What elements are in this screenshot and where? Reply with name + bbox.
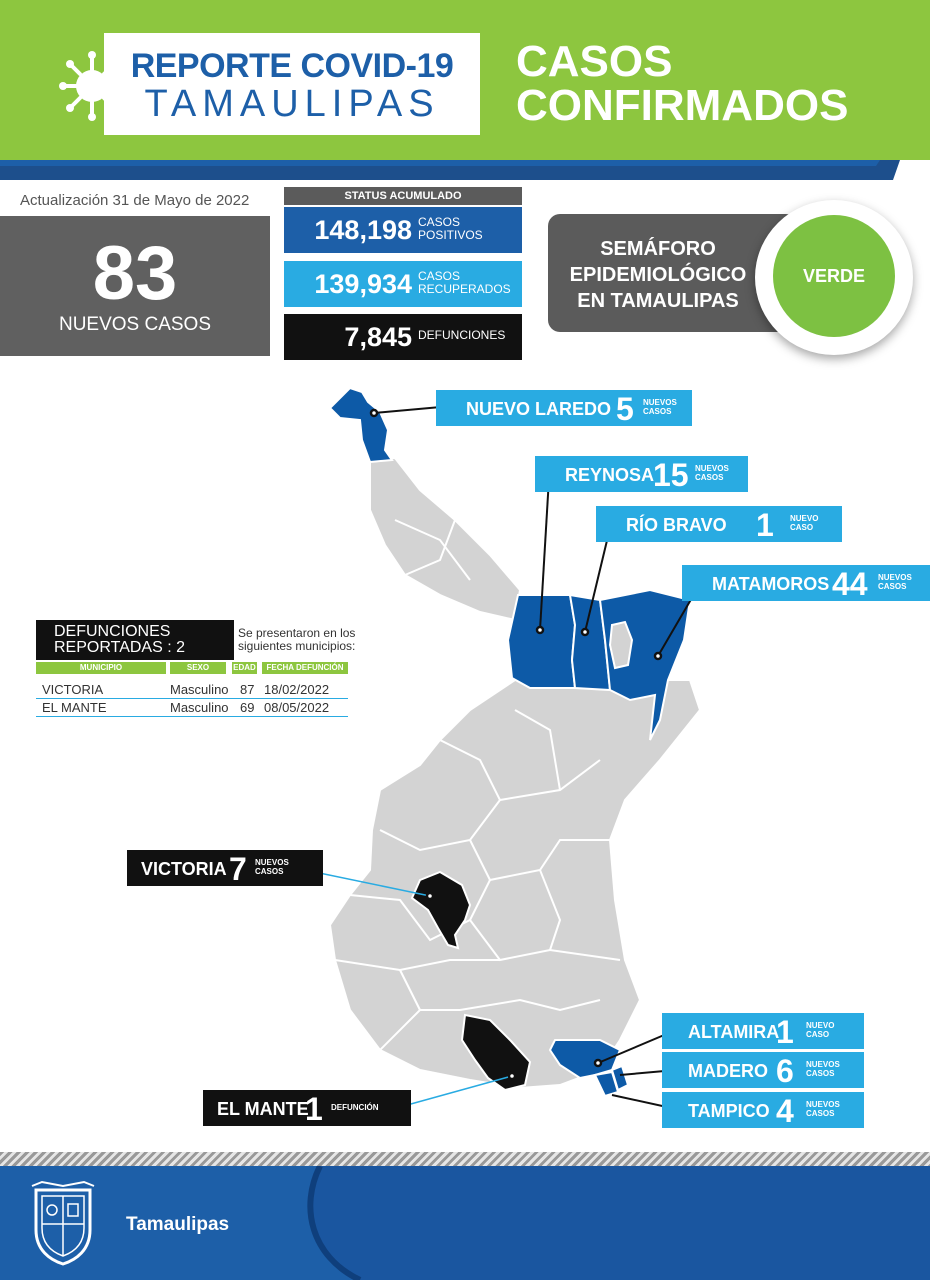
sub-line2: CASOS bbox=[695, 473, 724, 482]
sub-line2: CASOS bbox=[878, 582, 907, 591]
stat-value: 7,845 bbox=[344, 322, 412, 352]
municipality-name: RÍO BRAVO bbox=[626, 515, 727, 535]
stat-label-line1: CASOS bbox=[418, 269, 461, 283]
stat-defunciones bbox=[284, 314, 522, 360]
cell-sexo: Masculino bbox=[170, 682, 229, 697]
report-title-box bbox=[104, 33, 480, 135]
new-cases-label: NUEVOS CASOS bbox=[58, 314, 212, 335]
cell-fecha: 08/05/2022 bbox=[264, 700, 330, 715]
report-title: REPORTE COVID-19 bbox=[130, 47, 454, 85]
label-matamoros bbox=[682, 565, 930, 601]
map-lagoon bbox=[610, 622, 632, 668]
sub-line2: CASO bbox=[790, 523, 814, 532]
col-header-sexo: SEXO bbox=[170, 662, 226, 674]
update-date: Actualización 31 de Mayo de 2022 bbox=[20, 192, 250, 209]
col-header-edad: EDAD bbox=[233, 663, 256, 672]
status-title: STATUS ACUMULADO bbox=[284, 187, 522, 205]
cell-fecha: 18/02/2022 bbox=[264, 682, 330, 697]
stat-label-line1: CASOS bbox=[418, 215, 461, 229]
semaforo-status: VERDE bbox=[773, 215, 895, 337]
municipality-count: 4 bbox=[776, 1093, 794, 1129]
footer-stripe bbox=[0, 1152, 930, 1166]
sub-line1: NUEVOS bbox=[255, 858, 289, 867]
footer-brand: Tamaulipas bbox=[126, 1214, 230, 1235]
municipality-name: NUEVO LAREDO bbox=[466, 399, 612, 419]
label-madero bbox=[662, 1052, 864, 1088]
sub-line1: NUEVOS bbox=[806, 1060, 840, 1069]
report-subtitle: TAMAULIPAS bbox=[144, 83, 440, 125]
municipality-name: EL MANTE bbox=[217, 1099, 309, 1119]
cell-edad: 87 bbox=[240, 682, 255, 697]
sub-line2: CASOS bbox=[643, 407, 672, 416]
cell-edad: 69 bbox=[240, 700, 255, 715]
label-nuevo-laredo bbox=[436, 390, 692, 426]
cell-municipio: EL MANTE bbox=[42, 700, 107, 715]
municipality-sub bbox=[806, 1060, 840, 1078]
municipality-name: MADERO bbox=[688, 1061, 768, 1081]
municipality-sub bbox=[695, 464, 729, 482]
map-nuevo-laredo bbox=[330, 388, 392, 462]
map-base bbox=[330, 458, 700, 1088]
stat-value: 139,934 bbox=[314, 269, 412, 299]
municipality-count: 1 bbox=[776, 1014, 794, 1050]
municipality-sub bbox=[331, 1103, 379, 1112]
sub-line2: CASO bbox=[806, 1030, 830, 1039]
sub-line1: NUEVOS bbox=[643, 398, 677, 407]
sub-line1: DEFUNCIÓN bbox=[331, 1103, 379, 1112]
header-stripe bbox=[0, 160, 930, 180]
stat-label bbox=[418, 270, 518, 296]
sub-line2: CASOS bbox=[255, 867, 284, 876]
semaforo-line3: EN TAMAULIPAS bbox=[577, 290, 739, 312]
municipality-sub bbox=[255, 858, 289, 876]
headline-line2: CONFIRMADOS bbox=[516, 81, 849, 130]
headline-line1: CASOS bbox=[516, 37, 673, 86]
municipality-sub bbox=[806, 1021, 834, 1039]
col-header-municipio: MUNICIPIO bbox=[36, 662, 166, 674]
stat-label-line2: RECUPERADOS bbox=[418, 282, 511, 296]
headline bbox=[516, 37, 916, 130]
sub-line1: NUEVOS bbox=[695, 464, 729, 473]
semaforo-line2: EPIDEMIOLÓGICO bbox=[569, 264, 747, 286]
stat-label bbox=[418, 329, 518, 342]
semaforo-line1: SEMÁFORO bbox=[600, 238, 716, 260]
coat-of-arms-icon bbox=[28, 1180, 98, 1266]
municipality-count: 6 bbox=[776, 1053, 794, 1089]
municipality-count: 5 bbox=[616, 391, 634, 427]
municipality-sub bbox=[790, 514, 818, 532]
stat-positivos bbox=[284, 207, 522, 253]
sub-line1: NUEVO bbox=[790, 514, 819, 523]
semaforo-text bbox=[548, 236, 768, 314]
municipality-name: ALTAMIRA bbox=[688, 1022, 780, 1042]
sub-line2: CASOS bbox=[806, 1109, 835, 1118]
col-header-fecha: FECHA DEFUNCIÓN bbox=[262, 662, 348, 674]
cell-sexo: Masculino bbox=[170, 700, 229, 715]
semaforo-light bbox=[755, 200, 913, 355]
footer bbox=[0, 1166, 930, 1280]
new-cases-panel bbox=[0, 216, 270, 356]
label-reynosa bbox=[535, 456, 748, 492]
municipality-count: 1 bbox=[305, 1091, 323, 1127]
header-banner bbox=[0, 0, 930, 160]
sub-line1: NUEVOS bbox=[806, 1100, 840, 1109]
municipality-name: REYNOSA bbox=[565, 465, 655, 485]
sub-line1: NUEVO bbox=[806, 1021, 835, 1030]
row-divider bbox=[36, 716, 348, 717]
municipality-count: 15 bbox=[653, 457, 689, 493]
municipality-count: 44 bbox=[832, 566, 868, 602]
municipality-sub bbox=[806, 1100, 840, 1118]
label-tampico bbox=[662, 1092, 864, 1128]
municipality-count: 1 bbox=[756, 507, 774, 543]
sub-line1: NUEVOS bbox=[878, 573, 912, 582]
municipality-sub bbox=[643, 398, 677, 416]
row-divider bbox=[36, 698, 348, 699]
municipality-name: VICTORIA bbox=[141, 859, 227, 879]
label-altamira bbox=[662, 1013, 864, 1049]
label-el-mante bbox=[203, 1090, 411, 1126]
deaths-title-line1: DEFUNCIONES bbox=[54, 623, 171, 640]
stat-recuperados bbox=[284, 261, 522, 307]
deaths-title-line2: REPORTADAS : 2 bbox=[54, 639, 185, 656]
municipality-count: 7 bbox=[229, 851, 247, 887]
label-victoria bbox=[127, 850, 323, 886]
sub-line2: CASOS bbox=[806, 1069, 835, 1078]
stat-label-line2: POSITIVOS bbox=[418, 228, 483, 242]
stat-value: 148,198 bbox=[314, 215, 412, 245]
municipality-name: TAMPICO bbox=[688, 1101, 770, 1121]
cell-municipio: VICTORIA bbox=[42, 682, 104, 697]
label-rio-bravo bbox=[596, 506, 842, 542]
new-cases-number: 83 bbox=[92, 231, 178, 316]
municipality-sub bbox=[878, 573, 912, 591]
deaths-note: Se presentaron en los siguientes municipios: bbox=[238, 626, 356, 653]
deaths-title bbox=[36, 620, 234, 660]
stat-label-line1: DEFUNCIONES bbox=[418, 328, 506, 342]
stat-label bbox=[418, 216, 518, 242]
footer-swoosh bbox=[300, 1166, 930, 1280]
municipality-name: MATAMOROS bbox=[712, 574, 830, 594]
